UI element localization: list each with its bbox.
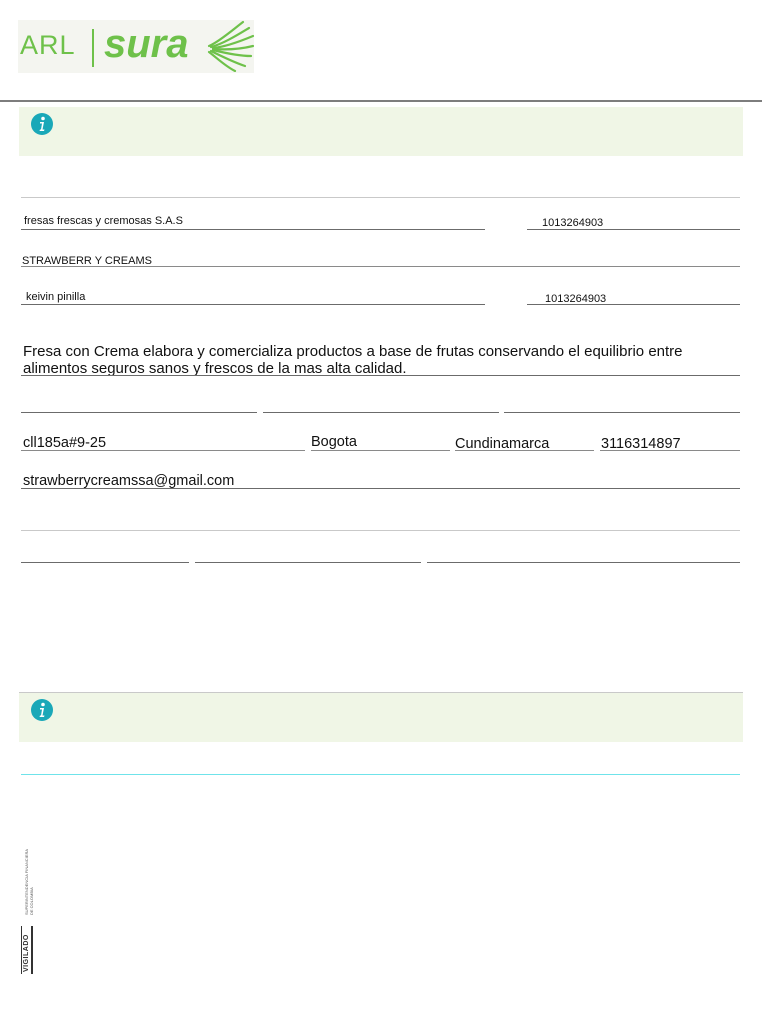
- empty-field-line[interactable]: [21, 562, 189, 563]
- department-value: Cundinamarca: [455, 436, 550, 452]
- activity-description: Fresa con Crema elabora y comercializa productos a base de frutas conservando el equilibrio entre alimentos seguros sanos y frescos de la mas alta calidad.: [23, 343, 683, 377]
- trade-name-value: STRAWBERR Y CREAMS: [22, 255, 152, 267]
- empty-field-line[interactable]: [263, 412, 499, 413]
- address-value: cll185a#9-25: [23, 435, 107, 451]
- seal-text: VIGILADO: [23, 934, 30, 972]
- logo-separator: [92, 29, 94, 67]
- company-id-field-line[interactable]: [527, 229, 740, 230]
- company-id-value: 1013264903: [542, 217, 604, 229]
- info-icon: [31, 113, 53, 135]
- cyan-divider: [21, 774, 740, 775]
- representative-id-value: 1013264903: [545, 293, 607, 305]
- representative-field-line[interactable]: [21, 304, 485, 305]
- seal-subtext: SUPERINTENDENCIA FINANCIERA DE COLOMBIA: [24, 849, 34, 915]
- email-field-line[interactable]: [21, 488, 740, 489]
- info-panel-bottom: [19, 693, 743, 742]
- header-divider: [0, 100, 762, 102]
- empty-field-line[interactable]: [21, 412, 257, 413]
- trade-name-field-line[interactable]: [21, 266, 740, 267]
- empty-field-line[interactable]: [504, 412, 740, 413]
- company-name-field-line[interactable]: [21, 229, 485, 230]
- city-value: Bogota: [311, 434, 357, 450]
- department-field-line[interactable]: [455, 450, 594, 451]
- seal-border: [21, 926, 22, 974]
- section-divider: [21, 530, 740, 531]
- empty-field-line[interactable]: [427, 562, 740, 563]
- activity-field-line[interactable]: [21, 375, 740, 376]
- email-value: strawberrycreamssa@gmail.com: [23, 473, 235, 489]
- sura-rays-icon: [205, 20, 255, 72]
- phone-value: 3116314897: [601, 436, 681, 452]
- city-field-line[interactable]: [311, 450, 450, 451]
- section-divider: [21, 197, 740, 198]
- company-name-value: fresas frescas y cremosas S.A.S: [24, 215, 183, 227]
- representative-id-field-line[interactable]: [527, 304, 740, 305]
- address-field-line[interactable]: [21, 450, 305, 451]
- logo-sura-text: sura: [104, 22, 189, 66]
- empty-field-line[interactable]: [195, 562, 421, 563]
- info-panel-top: [19, 107, 743, 156]
- info-icon: [31, 699, 53, 721]
- representative-value: keivin pinilla: [26, 291, 86, 303]
- logo-arl-text: ARL: [20, 30, 76, 60]
- phone-field-line[interactable]: [600, 450, 740, 451]
